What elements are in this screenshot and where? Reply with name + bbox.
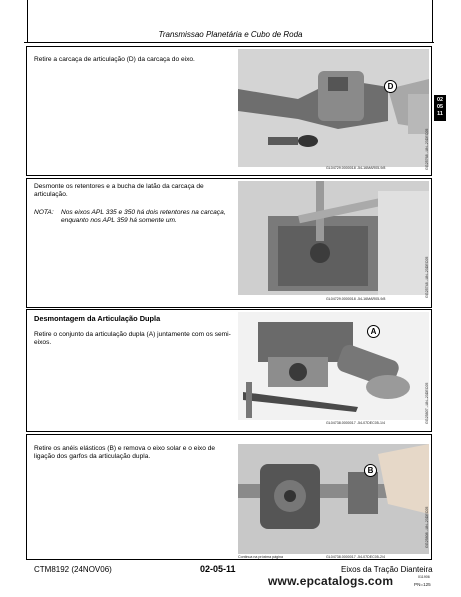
section-title: Desmontagem da Articulação Dupla bbox=[34, 314, 161, 323]
snap-ring-illustration bbox=[238, 444, 429, 554]
step-2-note-text: Nos eixos APL 335 e 350 há dois retentores na carcaça, enquanto nos APL 359 há somente um. bbox=[61, 209, 226, 225]
footer-page-number: PN=125 bbox=[414, 582, 431, 587]
step-3-photo bbox=[238, 312, 429, 420]
page-header-title: Transmissao Planetária e Cubo de Roda bbox=[158, 30, 303, 39]
continued-note: Continua na próxima página bbox=[238, 555, 283, 559]
callout-d: D bbox=[384, 80, 397, 93]
step-3-caption: GL04738.0000017 -54-07DEC05-1/4 bbox=[326, 421, 385, 425]
step-2-photo bbox=[238, 181, 429, 295]
step-3-figure-code: GG25807 –UN–23DEC05 bbox=[425, 382, 429, 424]
callout-b: B bbox=[364, 464, 377, 477]
seal-removal-illustration bbox=[238, 181, 429, 295]
watermark: www.epcatalogs.com bbox=[268, 574, 394, 588]
section-tab-line1: 02 bbox=[437, 97, 443, 103]
footer-page-ref: 02-05-11 bbox=[200, 564, 236, 574]
footer-code: 011906 bbox=[418, 575, 430, 579]
step-4-caption: GL04738.0000017 -54-07DEC05-2/4 bbox=[326, 555, 385, 559]
section-tab bbox=[434, 95, 446, 121]
axle-housing-illustration bbox=[238, 49, 429, 167]
step-2-caption: GL04729.0000018 -54-16MAR05-9/8 bbox=[326, 297, 386, 301]
left-margin-rule bbox=[27, 0, 28, 42]
right-margin-rule bbox=[432, 0, 433, 42]
step-4-text: Retire os anéis elásticos (B) e remova o eixo solar e o eixo de ligação dos garfos da articulação dupla. bbox=[34, 445, 216, 461]
section-tab-line3: 11 bbox=[437, 111, 443, 117]
step-2-note-label: NOTA: bbox=[34, 209, 54, 216]
step-1-figure-code: GG25768 –UN–23DEC05 bbox=[425, 128, 429, 170]
step-3-text: Retire o conjunto da articulação dupla (A) juntamente com os semi-eixos. bbox=[34, 331, 231, 347]
step-4-figure-code: GG25808 –UN–23DEC05 bbox=[425, 506, 429, 548]
step-4-photo bbox=[238, 444, 429, 554]
footer-chapter: Eixos da Tração Dianteira bbox=[341, 565, 433, 574]
step-2-text: Desmonte os retentores e a bucha de latão da carcaça de articulação. bbox=[34, 183, 204, 199]
step-1-text: Retire a carcaça de articulação (D) da carcaça do eixo. bbox=[34, 56, 195, 63]
step-2-figure-code: GG25748 –UN–23DEC05 bbox=[425, 256, 429, 298]
step-1-caption: GL04729.0000018 -54-16MAR05-9/8 bbox=[326, 166, 386, 170]
double-joint-illustration bbox=[238, 312, 429, 420]
callout-a: A bbox=[367, 325, 380, 338]
section-tab-line2: 05 bbox=[437, 104, 443, 110]
step-1-photo bbox=[238, 49, 429, 167]
header-rule bbox=[24, 42, 434, 43]
footer-doc-id: CTM8192 (24NOV06) bbox=[34, 565, 112, 574]
